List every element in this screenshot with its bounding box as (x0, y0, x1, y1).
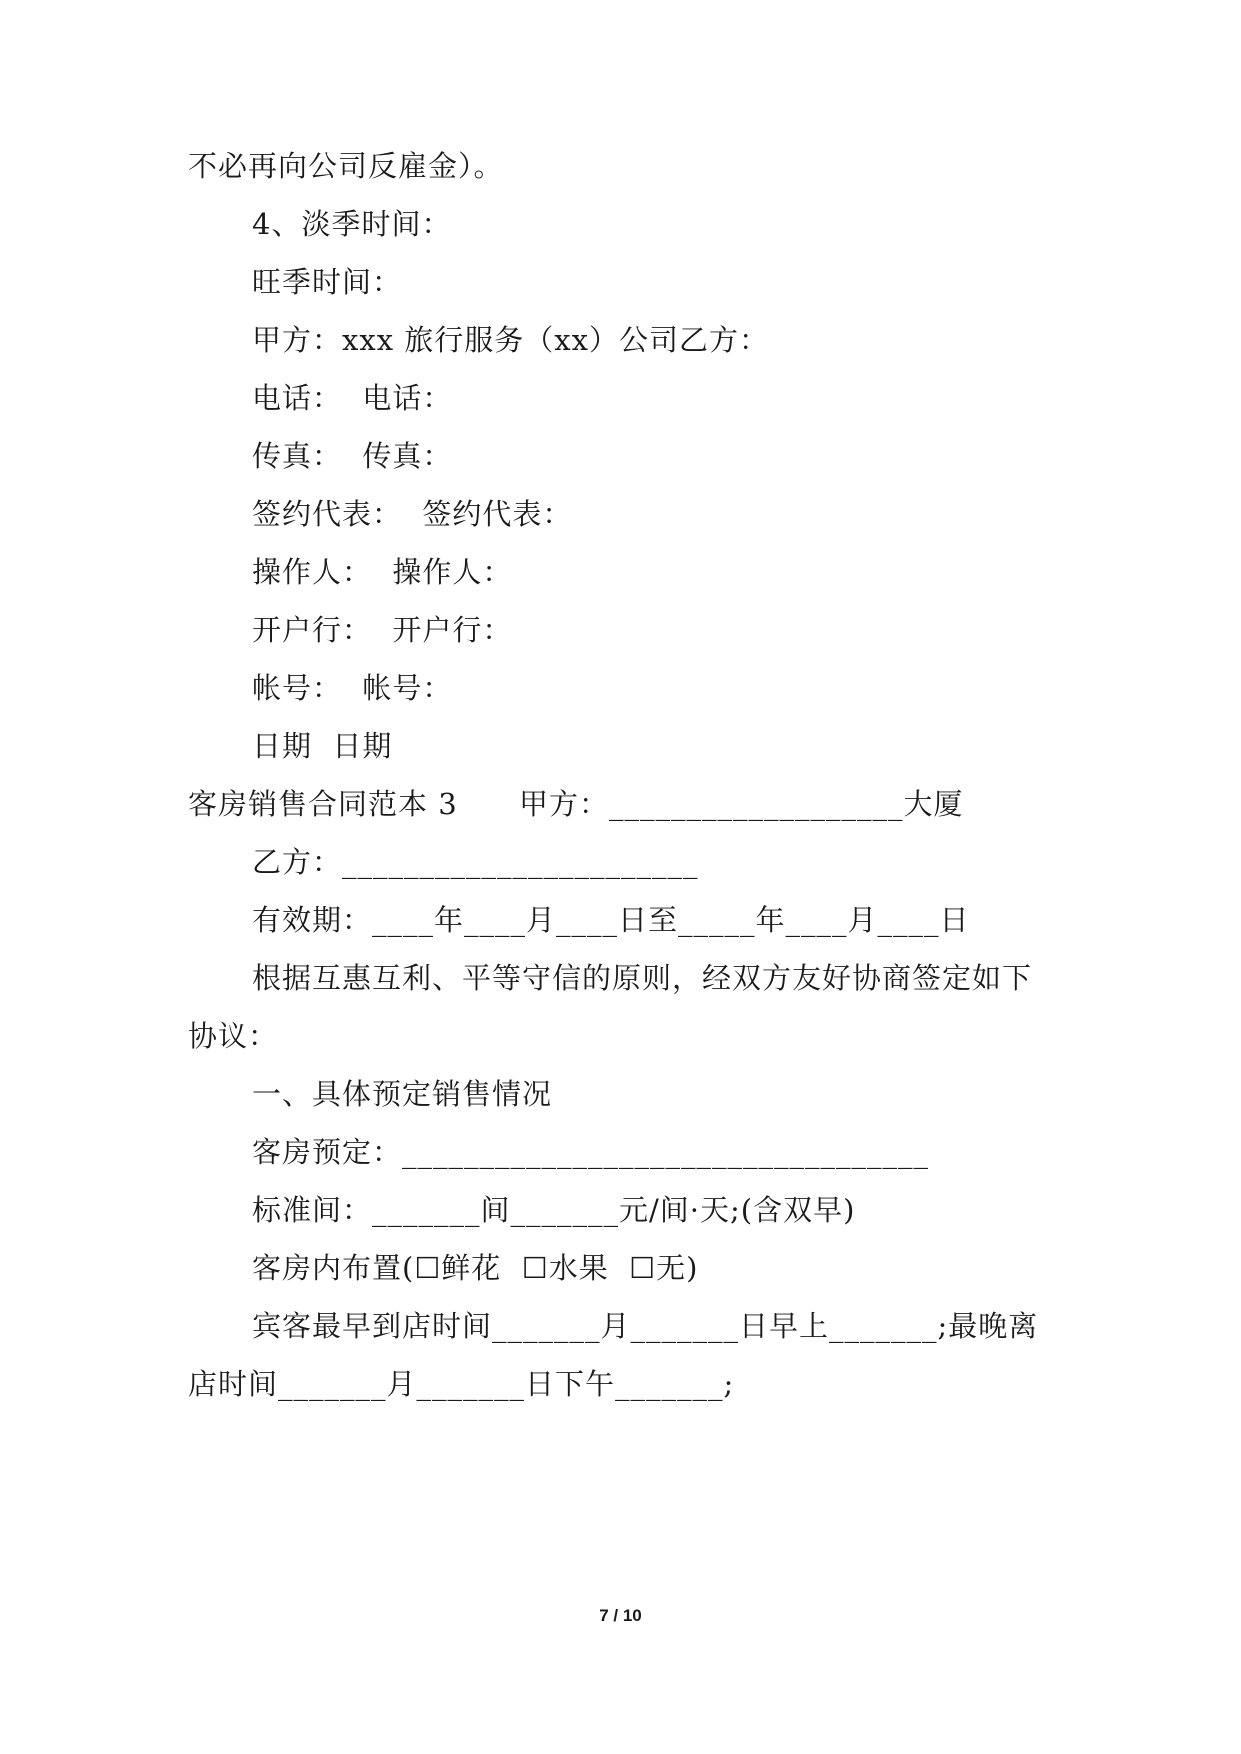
paragraph-line: 电话： 电话： (252, 381, 453, 415)
paragraph-line: 签约代表： 签约代表： (252, 497, 573, 531)
section-heading: 一、具体预定销售情况 (252, 1077, 553, 1111)
paragraph-line: 宾客最早到店时间_______月_______日早上_______;最晚离 (252, 1309, 1039, 1343)
paragraph-line: 有效期：____年____月____日至_____年____月____日 (252, 903, 970, 937)
paragraph-line: 甲方：xxx 旅行服务（xx）公司乙方： (252, 323, 769, 357)
paragraph-line: 标准间：_______间_______元/间·天;(含双早) (252, 1193, 856, 1227)
paragraph-line: 乙方：_______________________ (252, 845, 699, 879)
paragraph-line: 操作人： 操作人： (252, 555, 513, 589)
paragraph-line: 开户行： 开户行： (252, 613, 513, 647)
page-number: 7 / 10 (599, 1606, 642, 1625)
paragraph-line: 客房预定：__________________________________ (252, 1135, 930, 1169)
paragraph-line: 4、淡季时间： (252, 207, 452, 241)
paragraph-line: 日期 日期 (252, 729, 393, 763)
paragraph-line: 协议： (188, 1019, 279, 1053)
paragraph-line: 旺季时间： (252, 265, 403, 299)
paragraph-line: 传真： 传真： (252, 439, 453, 473)
paragraph-line: 客房内布置(☐鲜花 ☐水果 ☐无) (252, 1251, 699, 1285)
paragraph-line: 店时间_______月_______日下午_______; (188, 1367, 735, 1401)
paragraph-line: 不必再向公司反雇金）。 (188, 149, 504, 183)
paragraph-line: 根据互惠互利、平等守信的原则，经双方友好协商签定如下 (252, 961, 1033, 995)
contract-title-line: 客房销售合同范本 3 甲方：___________________大厦 (188, 787, 964, 821)
paragraph-line: 帐号： 帐号： (252, 671, 453, 705)
